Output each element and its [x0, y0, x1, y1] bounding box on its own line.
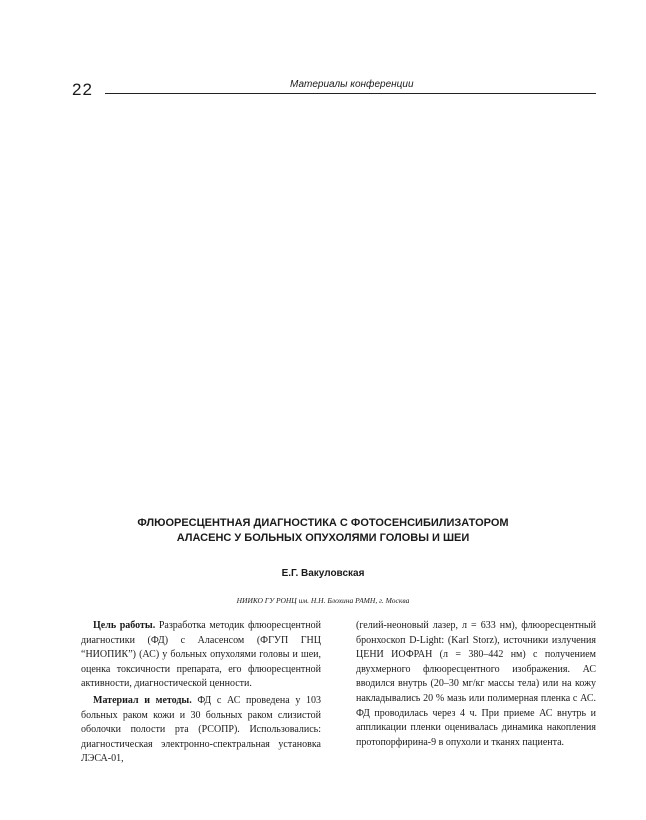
running-head: Материалы конференции — [290, 79, 414, 90]
objective-text: Разработка методик флюоресцентной диагностики (ФД) с Аласенсом (ФГУП ГНЦ “НИОПИК”) (АС) у больных опухолями головы и шеи, оценка токсичности препарата, его флюоресцентной активности, диагностической ценности. — [81, 620, 321, 690]
objective-heading: Цель работы. — [93, 620, 156, 631]
paragraph-methods-continued: (гелий-неоновый лазер, л = 633 нм), флюоресцентный бронхоскоп D-Light: (Karl Storz), источники излучения ЦЕНИ ИОФРАН (л = 380–442 нм) с получением двухмерного флюоресцентного изображения. АС вводился внутрь (20–30 мг/кг массы тела) или на кожу накладывались 20 % мазь или полимерная пленка с АС. ФД проводилась через 4 ч. При приеме АС внутрь и аппликации пленки оценивалась динамика накопления протопорфирина-9 в опухоли и тканях пациента. — [356, 620, 596, 748]
left-column — [81, 619, 321, 769]
right-column — [356, 619, 596, 752]
methods-heading: Материал и методы. — [93, 694, 192, 706]
methods-text: ФД с АС проведена у 103 больных раком кожи и 30 больных раком слизистой оболочки полости рта (РСОПР). Использовались: диагностическая электронно-спектральная установка ЛЭСА-01, — [81, 694, 322, 765]
affiliation: НИИКО ГУ РОНЦ им. Н.Н. Блохина РАМН, г. Москва — [236, 596, 410, 605]
title-line: ФЛЮОРЕСЦЕНТНАЯ ДИАГНОСТИКА С ФОТОСЕНСИБИЛИЗАТОРОМ — [137, 517, 509, 529]
title-line: АЛАСЕНС У БОЛЬНЫХ ОПУХОЛЯМИ ГОЛОВЫ И ШЕИ — [176, 532, 470, 544]
paragraph-methods — [81, 694, 321, 767]
article-title — [60, 516, 586, 546]
header-rule — [105, 93, 596, 94]
paragraph-objective — [81, 619, 321, 692]
author: Е.Г. Вакуловская — [281, 568, 365, 579]
page-number: 22 — [72, 80, 93, 99]
